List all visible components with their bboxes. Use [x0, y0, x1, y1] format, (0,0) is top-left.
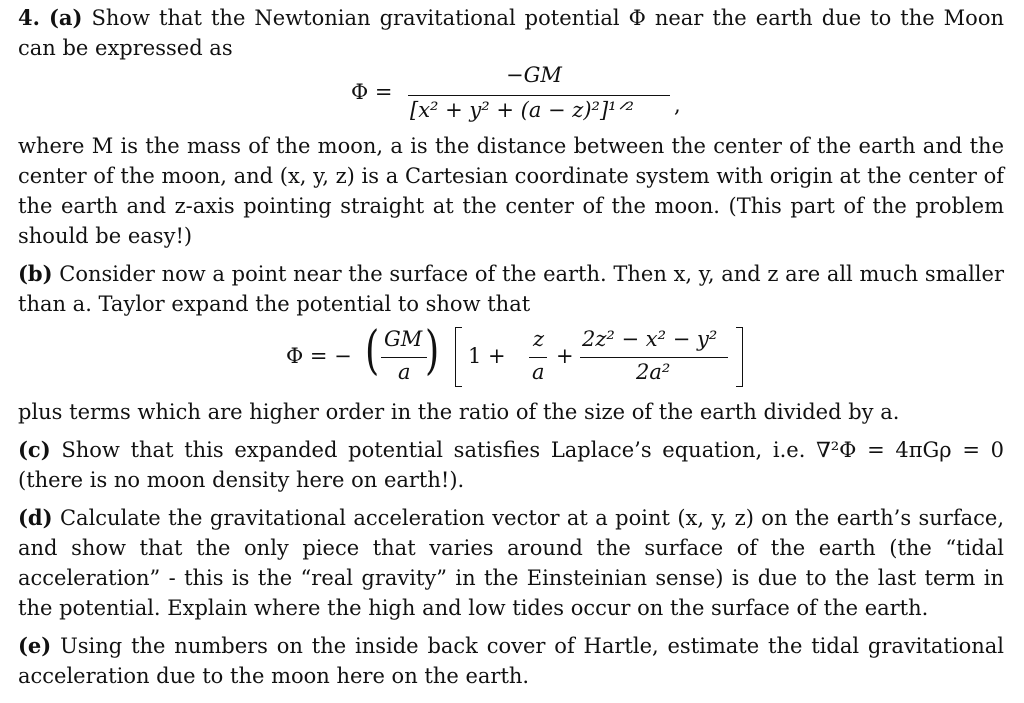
- equation-a-fraction-bar: [408, 95, 670, 96]
- part-b-label: (b): [18, 261, 53, 286]
- equation-a-comma: ,: [674, 93, 681, 117]
- part-e: [18, 631, 1004, 691]
- part-d: [18, 503, 1004, 623]
- equation-b-left-bracket: [455, 327, 462, 387]
- equation-b-right-bracket: [736, 327, 743, 387]
- part-e-text: Using the numbers on the inside back cover of Hartle, estimate the tidal gravitational acceleration due to the moon here on the earth.: [18, 634, 1004, 688]
- part-b-after: plus terms which are higher order in the ratio of the size of the earth divided by a.: [18, 400, 900, 424]
- equation-b-gm-numerator: GM: [384, 327, 423, 351]
- part-b-intro: [18, 259, 1004, 319]
- part-c: [18, 435, 1004, 495]
- part-a-intro-text: Show that the Newtonian gravitational potential Φ near the earth due to the Moon can be expressed as: [18, 6, 1004, 60]
- equation-b-gm-bar: [381, 357, 427, 358]
- equation-b-z-numerator: z: [533, 327, 545, 351]
- equation-a-lhs: Φ =: [351, 80, 393, 104]
- equation-b-lhs: Φ = −: [286, 344, 352, 368]
- equation-b-last-numerator: 2z² − x² − y²: [582, 327, 718, 351]
- part-b-text: Consider now a point near the surface of the earth. Then x, y, and z are all much smaller than a. Taylor expand the potential to show that: [18, 262, 1004, 316]
- equation-b-z-bar: [529, 357, 547, 358]
- part-d-label: (d): [18, 505, 53, 530]
- equation-a: [18, 63, 1004, 125]
- part-a-after: where M is the mass of the moon, a is the distance between the center of the earth and the center of the moon, and (x, y, z) is a Cartesian coordinate system with origin at the center of the earth and z-axis pointing straight at the center of the moon. (This part of the problem should be easy!): [18, 134, 1004, 248]
- equation-b: [18, 319, 1004, 397]
- part-d-text: Calculate the gravitational acceleration vector at a point (x, y, z) on the earth’s surface, and show that the only piece that varies around the surface of the earth (the “tidal acceleration” - this is the “real gravity” in the Einsteinian sense) is due to the last term in the potential. Explain where the high and low tides occur on the surface of the earth.: [18, 506, 1004, 620]
- equation-b-last-bar: [580, 357, 728, 358]
- equation-b-right-paren: ): [425, 321, 440, 381]
- equation-a-denominator: [x² + y² + (a − z)²]¹ᐟ²: [410, 98, 634, 122]
- equation-b-left-paren: (: [365, 321, 380, 381]
- part-c-label: (c): [18, 437, 51, 462]
- part-a-label: (a): [48, 5, 83, 30]
- problem-number: 4.: [18, 5, 40, 30]
- equation-b-last-denominator: 2a²: [636, 360, 671, 384]
- equation-a-numerator: −GM: [506, 63, 562, 87]
- equation-b-z-denominator: a: [532, 360, 545, 384]
- equation-b-gm-denominator: a: [398, 360, 411, 384]
- equation-b-plus: +: [556, 344, 574, 368]
- part-c-text: Show that this expanded potential satisfies Laplace’s equation, i.e. ∇²Φ = 4πGρ = 0 (there is no moon density here on earth!).: [18, 438, 1004, 492]
- equation-b-one-plus: 1 +: [468, 344, 506, 368]
- part-e-label: (e): [18, 633, 52, 658]
- problem-page: [18, 0, 1004, 691]
- part-a-intro: [18, 3, 1004, 63]
